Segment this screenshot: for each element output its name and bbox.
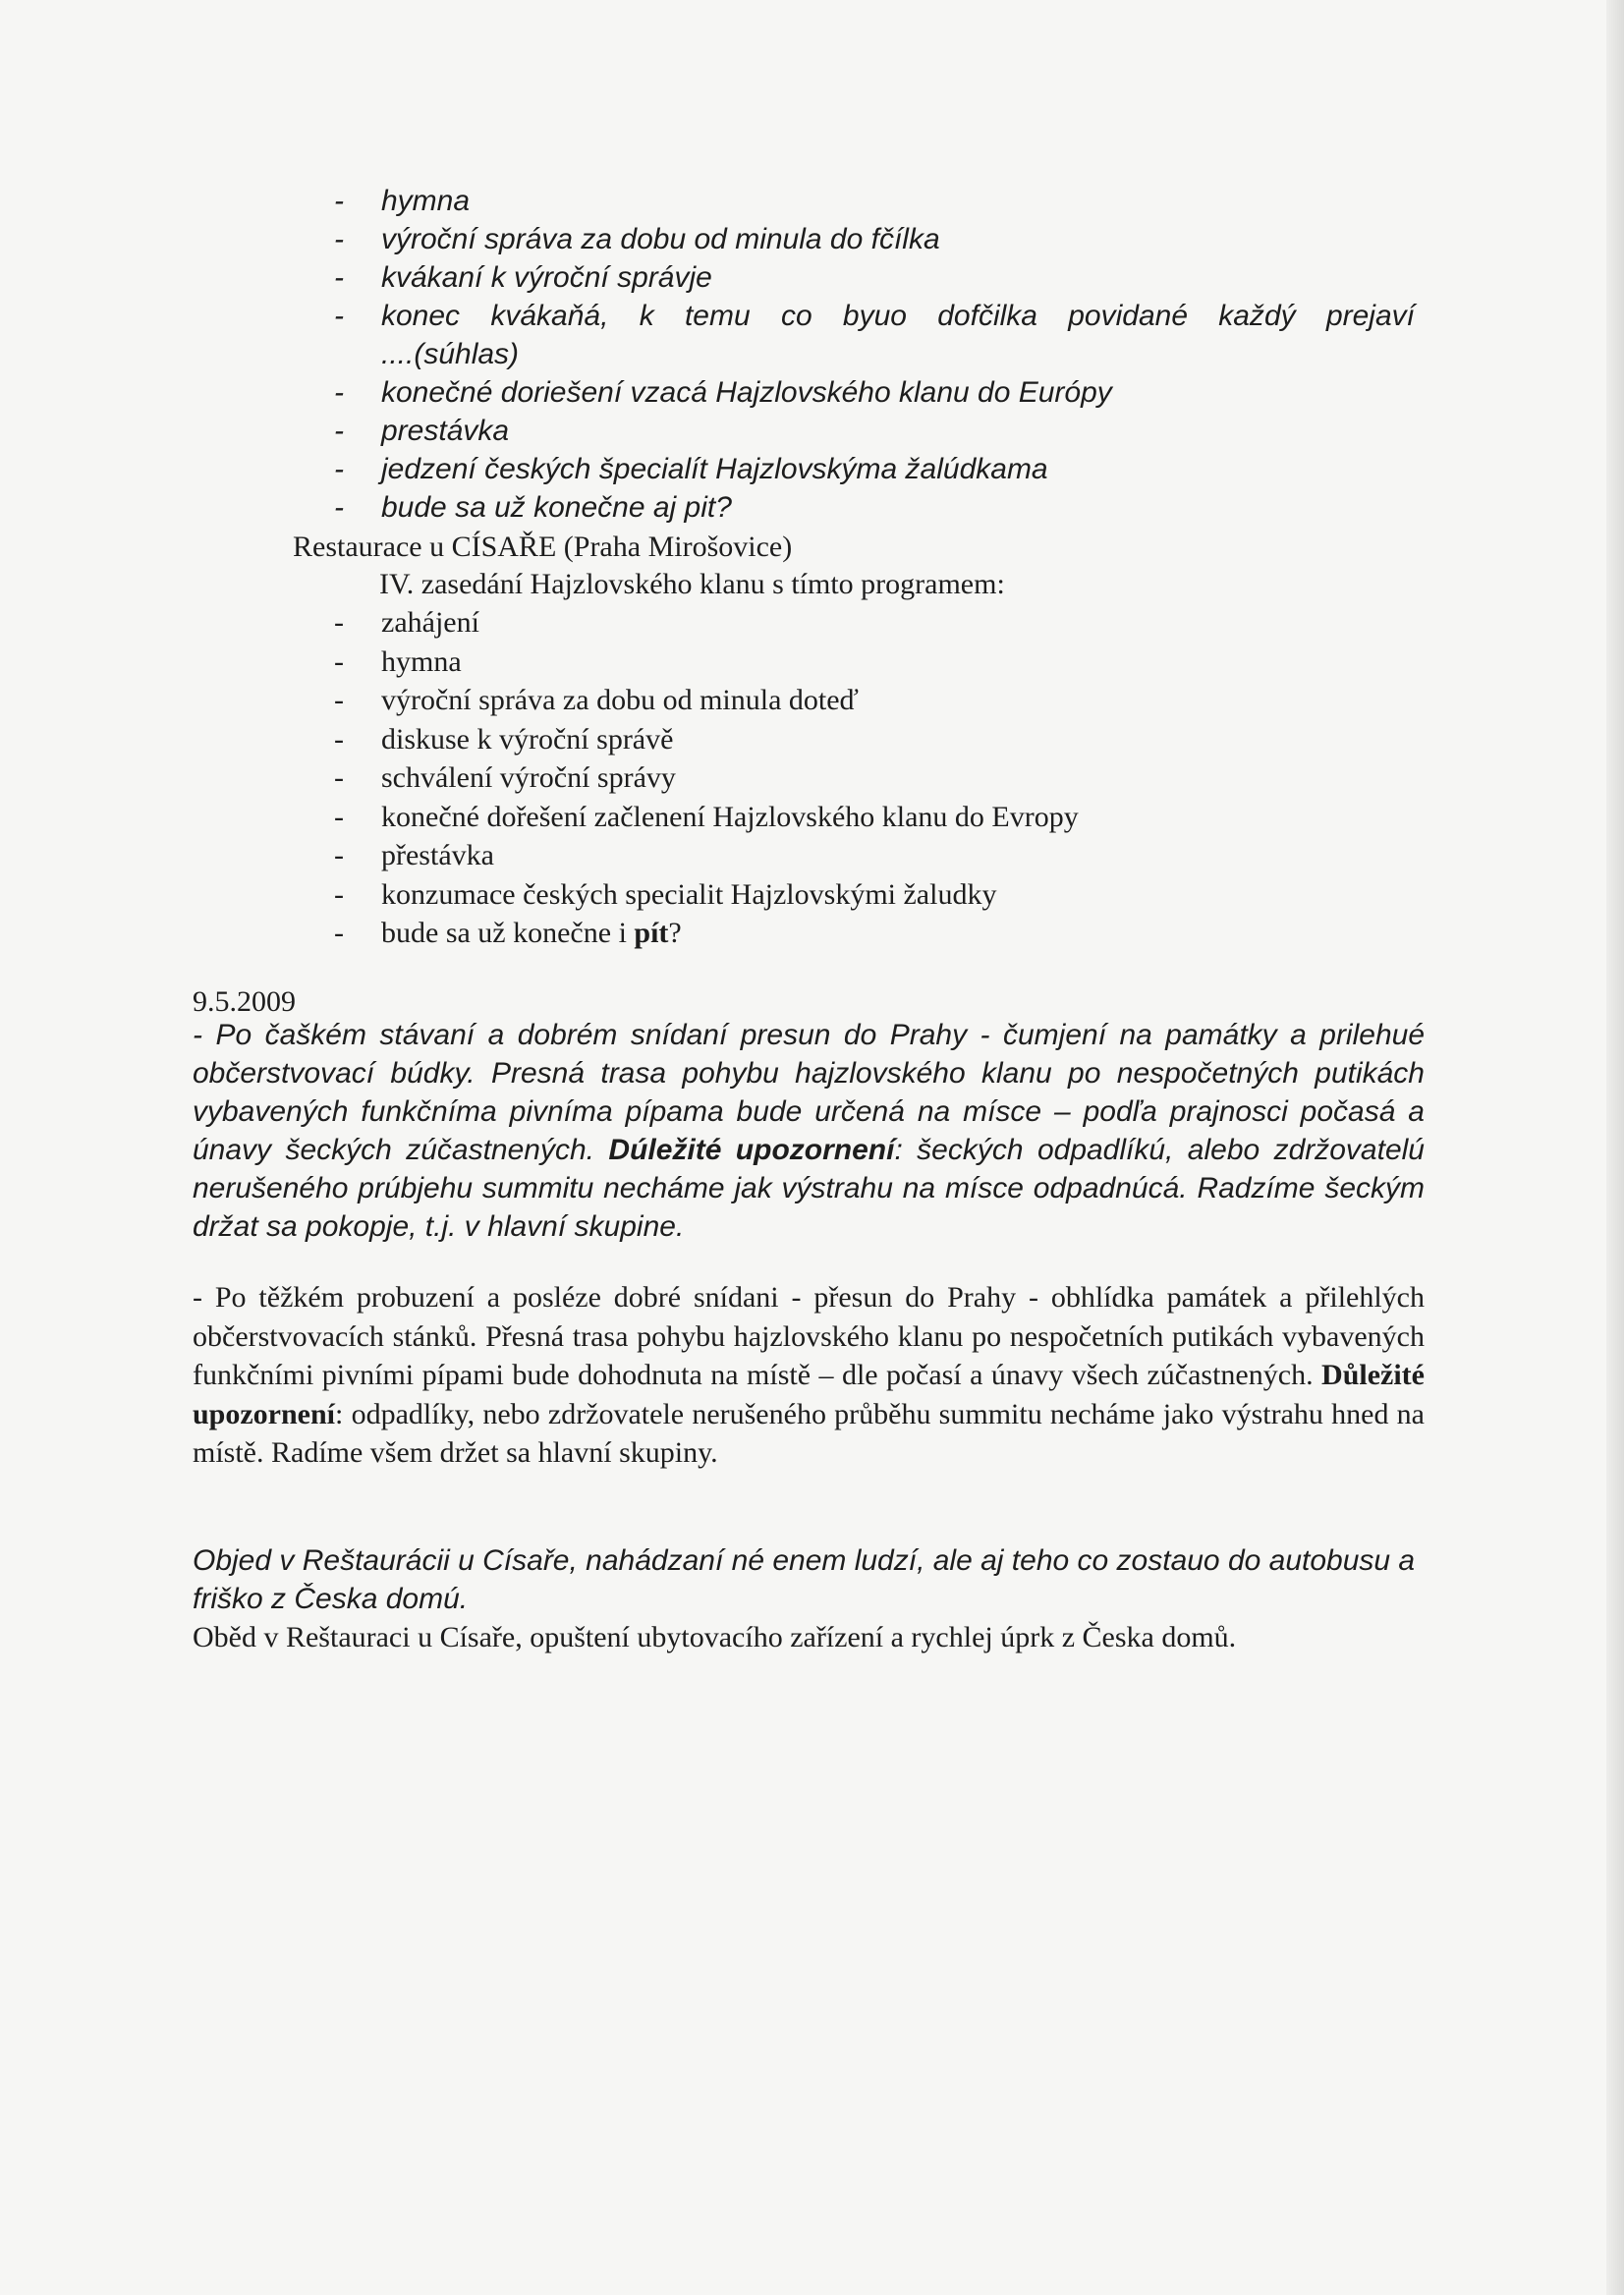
paragraph-czech-day: - Po těžkém probuzení a posléze dobré snídani - přesun do Prahy - obhlídka památek a přilehlých občerstvovacích stánků. Přesná trasa pohybu hajzlovského klanu po nespočetních putikách vybavených funkčními pivními pípami bude dohodnuta na místě – dle počasí a únavy všech zúčastnených. Důležité upozornení: odpadlíky, nebo zdržovatele nerušeného průběhu summitu necháme jako výstrahu hned na místě. Radíme všem držet sa hlavní skupiny. (193, 1281, 1425, 1469)
list-item: - konec kvákaňá, k temu co byuo dofčilka povidané každý prejaví (334, 300, 1415, 332)
restaurant-heading: Restaurace u CÍSAŘE (Praha Mirošovice) (293, 531, 793, 563)
list-item: - výroční správa za dobu od minula doteď (334, 684, 859, 716)
list-item: - hymna (334, 185, 471, 217)
list-item: - výroční správa za dobu od minula do fčílka (334, 223, 940, 255)
list-item: - prestávka (334, 415, 510, 447)
paragraph-dialect-lunch: Objed v Reštaurácii u Císaře, nahádzaní né enem ludzí, ale aj teho co zostauo do autobusu a friško z Česka domú. (193, 1544, 1416, 1615)
session-heading: IV. zasedání Hajzlovského klanu s tímto programem: (379, 568, 1005, 600)
list-item: - konzumace českých specialit Hajzlovskými žaludky (334, 877, 997, 911)
list-item: - bude sa už konečne aj pit? (334, 491, 732, 524)
list-item: - bude sa už konečne i pít? (334, 917, 682, 949)
paragraph-czech-lunch: Oběd v Reštauraci u Císaře, opuštení ubytovacího zařízení a rychlej úprk z Česka domů. (193, 1621, 1237, 1653)
list-item: - zahájení (334, 606, 479, 639)
list-item: - jedzení českých špecialít Hajzlovskýma žalúdkama (334, 453, 1048, 485)
list-item: - schválení výroční správy (334, 761, 676, 794)
list-item: - přestávka (334, 839, 494, 871)
program-list-dialect (334, 182, 1415, 527)
list-item: - kvákaní k výroční správje (334, 261, 712, 294)
list-item-continuation: ....(súhlas) (381, 338, 520, 370)
list-item: - konečné dořešení začlenení Hajzlovského klanu do Evropy (334, 800, 1079, 833)
program-list-czech (334, 603, 1218, 953)
list-item: - konečné doriešení vzacá Hajzlovského klanu do Európy (334, 376, 1112, 409)
paragraph-dialect-day: - Po čaškém stávaní a dobrém snídaní presun do Prahy - čumjení na památky a prilehué občerstvovací búdky. Presná trasa pohybu hajzlovského klanu po nespočetných putikách vybavených funkčníma pivníma pípama bude určená na mísce – podľa prajnosci počasá a únavy šeckých zúčastnených. Dúležité upozornení: šeckých odpadlíkú, alebo zdržovatelú nerušeného prúbjehu summitu necháme jak výstrahu na mísce odpadnúcá. Radzíme šeckým držat sa pokopje, t.j. v hlavní skupine. (193, 1019, 1425, 1243)
list-item: - hymna (334, 644, 462, 678)
list-item: - diskuse k výroční správě (334, 722, 674, 756)
date-label: 9.5.2009 (193, 985, 296, 1018)
scan-edge (1606, 0, 1624, 2295)
